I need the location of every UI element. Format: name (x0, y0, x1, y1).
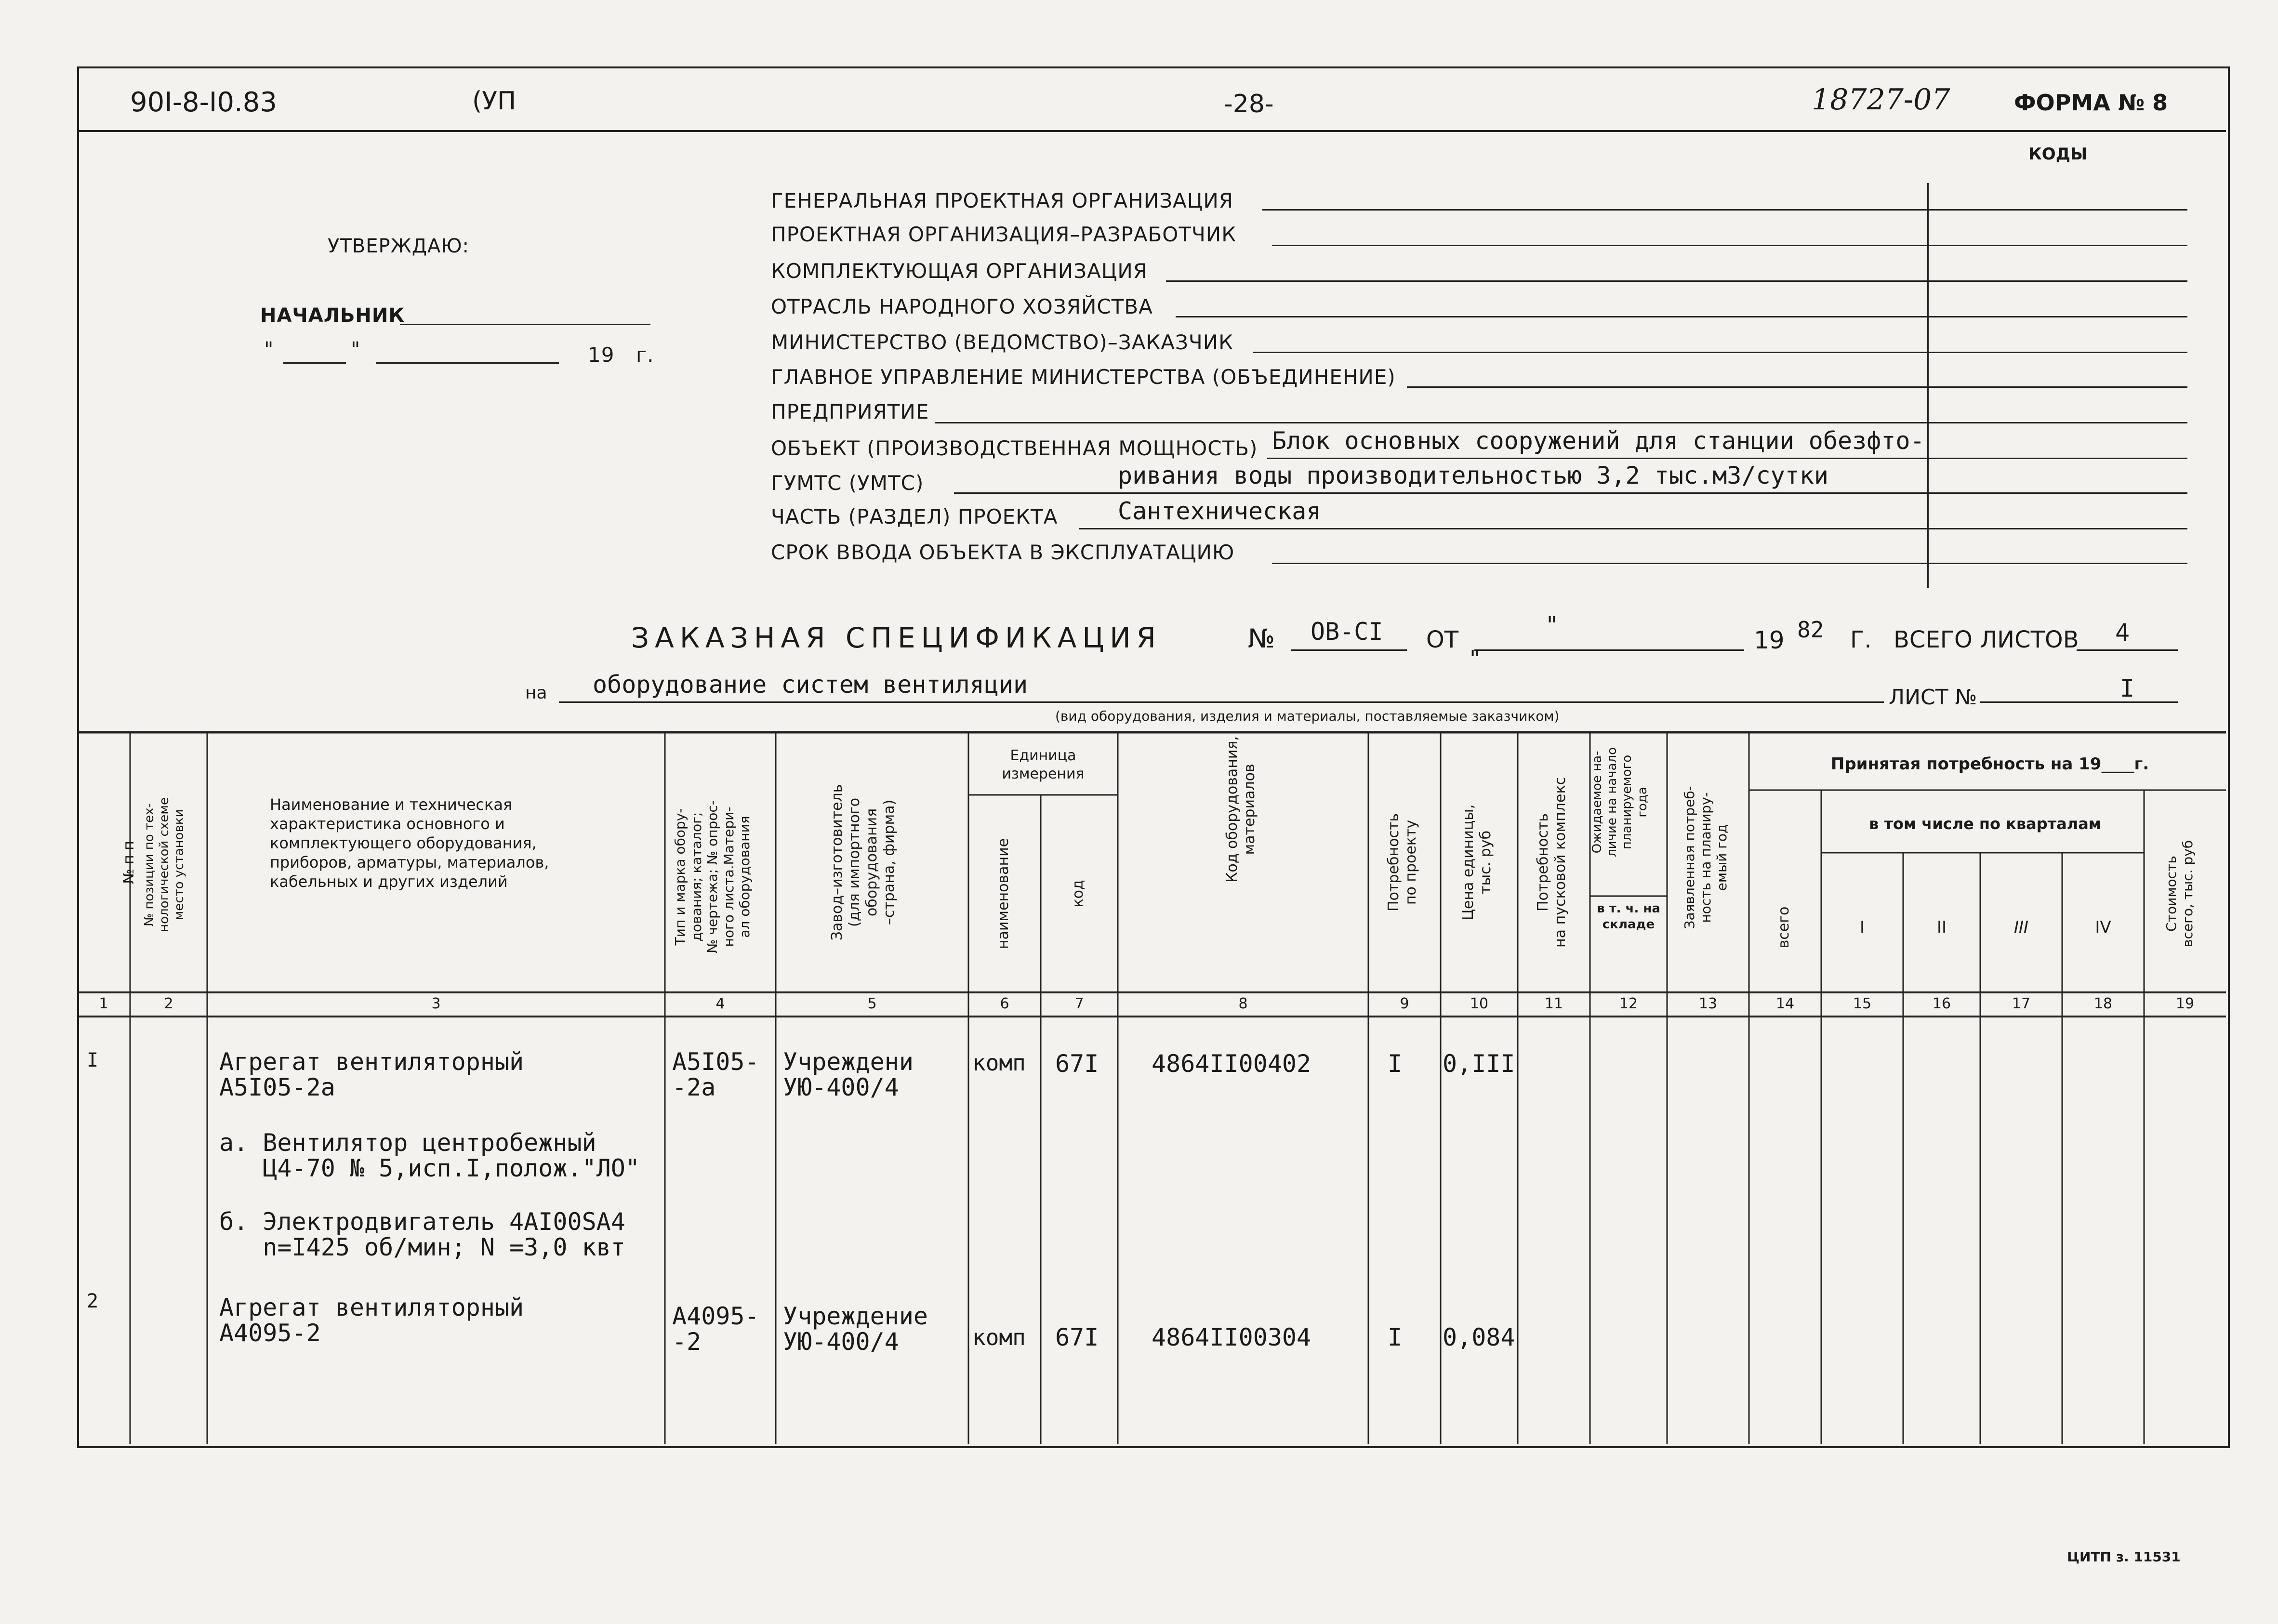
col-number-17: 17 (2012, 995, 2031, 1012)
col-number-4: 4 (715, 995, 725, 1012)
col-number-16: 16 (1932, 995, 1951, 1012)
row-1-qty: I (1388, 1050, 1403, 1078)
col-header-q2: II (1936, 918, 1947, 937)
approve-label: УТВЕРЖДАЮ: (328, 235, 470, 257)
col-header-unit-group: Единица измерения (1002, 747, 1085, 782)
col-number-8: 8 (1238, 995, 1248, 1012)
spec-title: ЗАКАЗНАЯ СПЕЦИФИКАЦИЯ (631, 621, 1162, 654)
row-1a-name: а. Вентилятор центробежный Ц4-70 № 5,исп.I,полож."ЛО" (219, 1129, 640, 1182)
ministry-label: МИНИСТЕРСТВО (ВЕДОМСТВО)–ЗАКАЗЧИК (771, 330, 1233, 354)
row-2-qty: I (1388, 1323, 1403, 1351)
col-header-2: № позиции по тех- нологической схеме место установки (142, 797, 187, 932)
part-label: ЧАСТЬ (РАЗДЕЛ) ПРОЕКТА (771, 505, 1058, 528)
row-1-price: 0,III (1443, 1050, 1515, 1078)
col-header-q1: I (1859, 918, 1865, 937)
spec-year-prefix: 19 (1754, 626, 1785, 654)
date-quote-open: " (264, 337, 274, 361)
general-org-label: ГЕНЕРАЛЬНАЯ ПРОЕКТНАЯ ОРГАНИЗАЦИЯ (771, 189, 1233, 212)
col-header-4: Тип и марка обору- дования; каталог; № чертежа; № опрос- ного листа.Матери- ал оборудования (672, 800, 753, 953)
row-2-number: 2 (87, 1290, 99, 1312)
col-number-2: 2 (164, 995, 173, 1012)
col-header-7: код (1070, 880, 1086, 908)
developer-org-label: ПРОЕКТНАЯ ОРГАНИЗАЦИЯ–РАЗРАБОТЧИК (771, 223, 1237, 246)
col-number-15: 15 (1853, 995, 1872, 1012)
main-dept-label: ГЛАВНОЕ УПРАВЛЕНИЕ МИНИСТЕРСТВА (ОБЪЕДИНЕНИЕ) (771, 365, 1396, 389)
col-number-12: 12 (1619, 995, 1638, 1012)
col-header-q3: III (2013, 918, 2029, 937)
row-1-unit-code: 67I (1055, 1050, 1099, 1078)
col-number-9: 9 (1400, 995, 1409, 1012)
col-header-q4: IV (2095, 918, 2111, 937)
row-1-maker: Учреждени УЮ-400/4 (783, 1048, 914, 1101)
gumts-label: ГУМТС (УМТС) (771, 471, 924, 495)
row-1b-name: б. Электродвигатель 4АI00SА4 n=I425 об/мин; N =3,0 квт (219, 1208, 625, 1261)
spec-no-value: ОВ-СI (1311, 618, 1383, 646)
spec-sheet-label: ЛИСТ № (1889, 685, 1977, 710)
supplier-org-label: КОМПЛЕКТУЮЩАЯ ОРГАНИЗАЦИЯ (771, 259, 1148, 283)
branch-label: ОТРАСЛЬ НАРОДНОГО ХОЗЯЙСТВА (771, 295, 1153, 318)
col-header-11: Потребность на пусковой комплекс (1535, 777, 1569, 948)
col-number-1: 1 (99, 995, 108, 1012)
gumts-value: ривания воды производительностью 3,2 тыс.м3/сутки (1118, 462, 1829, 489)
row-2-name: Агрегат вентиляторный А4095-2 (219, 1294, 524, 1347)
col-number-18: 18 (2093, 995, 2113, 1012)
col-number-5: 5 (867, 995, 877, 1012)
row-1-type: А5I05- -2а (672, 1048, 759, 1101)
date-year-suffix: г. (636, 343, 654, 367)
col-header-quarters: в том числе по кварталам (1869, 815, 2101, 833)
footer-stamp: ЦИТП з. 11531 (2067, 1549, 2181, 1565)
spec-quote-1: " (1547, 612, 1558, 639)
col-header-9: Потребность по проекту (1385, 813, 1419, 912)
col-number-13: 13 (1698, 995, 1718, 1012)
part-value: Сантехническая (1118, 497, 1321, 525)
handwritten-number: 18727-07 (1812, 83, 1950, 117)
col-number-14: 14 (1775, 995, 1795, 1012)
spec-year-suffix: Г. (1850, 626, 1872, 653)
col-header-5: Завод–изготовитель (для импортного оборудования –страна, фирма) (829, 784, 898, 941)
doc-mark: (УП (472, 87, 517, 116)
col-number-6: 6 (1000, 995, 1009, 1012)
col-header-13: Заявленная потреб- ность на планиру- емый год (1682, 786, 1730, 929)
date-quote-close: " (351, 337, 361, 361)
col-header-10: Цена единицы, тыс. руб (1460, 804, 1494, 921)
object-value: Блок основных сооружений для станции обезфто- (1272, 427, 1925, 455)
page-number: -28- (1224, 90, 1274, 119)
spec-no-label: № (1248, 623, 1275, 654)
col-header-12: Ожидаемое на- личие на начало планируемого года (1590, 747, 1650, 857)
col-header-3: Наименование и техническая характеристика основного и комплектующего оборудования, приборов, арматуры, материалов, кабельных и других изделий (270, 795, 549, 891)
row-2-unit: комп (972, 1324, 1026, 1350)
col-header-8: Код оборудования, материалов (1224, 736, 1258, 883)
col-header-6: наименование (995, 838, 1012, 950)
spec-sheets-value: 4 (2115, 619, 2130, 647)
term-label: СРОК ВВОДА ОБЪЕКТА В ЭКСПЛУАТАЦИЮ (771, 541, 1235, 564)
spec-for-value: оборудование систем вентиляции (593, 671, 1028, 699)
row-2-unit-code: 67I (1055, 1323, 1099, 1351)
col-number-11: 11 (1544, 995, 1563, 1012)
spec-quote-2: " (1470, 646, 1481, 673)
spec-sheet-value: I (2120, 674, 2135, 702)
row-2-price: 0,084 (1443, 1323, 1515, 1351)
codes-label: КОДЫ (2028, 145, 2088, 164)
row-1-unit: комп (972, 1050, 1026, 1076)
spec-sheets-label: ВСЕГО ЛИСТОВ (1894, 626, 2079, 653)
spec-for-label: на (525, 683, 547, 703)
spec-kind-note: (вид оборудования, изделия и материалы, поставляемые заказчиком) (1055, 708, 1560, 724)
date-year: 19 (588, 343, 615, 367)
row-2-maker: Учреждение УЮ-400/4 (783, 1302, 928, 1356)
object-label: ОБЪЕКТ (ПРОИЗВОДСТВЕННАЯ МОЩНОСТЬ) (771, 436, 1258, 460)
spec-from-label: ОТ (1426, 626, 1459, 653)
col-header-14: всего (1775, 906, 1792, 949)
doc-code: 90I-8-I0.83 (130, 87, 278, 118)
row-1-name: Агрегат вентиляторный А5I05-2а (219, 1048, 524, 1101)
row-2-type: А4095- -2 (672, 1302, 759, 1356)
col-number-3: 3 (431, 995, 441, 1012)
col-header-12-sub: в т. ч. на складе (1597, 901, 1660, 932)
row-1-code: 4864II00402 (1152, 1050, 1311, 1078)
row-2-code: 4864II00304 (1152, 1323, 1311, 1351)
col-number-10: 10 (1470, 995, 1489, 1012)
enterprise-label: ПРЕДПРИЯТИЕ (771, 400, 929, 423)
col-number-7: 7 (1074, 995, 1084, 1012)
chief-label: НАЧАЛЬНИК (260, 304, 405, 327)
spec-year-value: 82 (1797, 617, 1824, 643)
row-1-number: I (87, 1049, 99, 1071)
col-header-1: № п п (120, 841, 137, 884)
col-header-19: Стоимость всего, тыс. руб (2163, 840, 2196, 947)
form-number: ФОРМА № 8 (2014, 90, 2168, 116)
col-header-accepted: Принятая потребность на 19____г. (1830, 754, 2149, 774)
col-number-19: 19 (2175, 995, 2195, 1012)
